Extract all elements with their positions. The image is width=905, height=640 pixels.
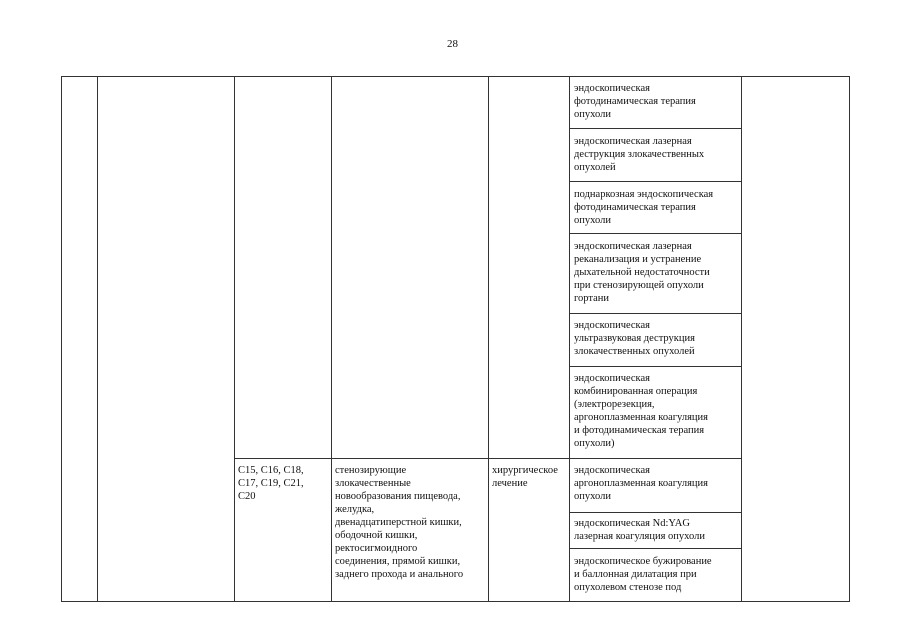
condition-description: стенозирующие злокачественные новообразования пищевода, желудка, двенадцатиперстной кишки, ободочной кишки, ректосигмоидного соединения, прямой кишки, заднего прохода и анального [335, 465, 464, 580]
method-cell: эндоскопическая лазерная реканализация и устранение дыхательной недостаточности при стенозирующей опухоли гортани [574, 241, 710, 304]
icd-codes: С15, С16, С18, С17, С19, С21, С20 [238, 465, 304, 502]
method-cell: эндоскопическая лазерная деструкция злокачественных опухолей [574, 136, 705, 173]
method-cell: эндоскопическая ультразвуковая деструкция злокачественных опухолей [574, 320, 695, 357]
method-cell: эндоскопическая аргоноплазменная коагуляция опухоли [574, 465, 708, 502]
method-cell: эндоскопическая комбинированная операция (электрорезекция, аргоноплазменная коагуляция и фотодинамическая терапия опухоли) [574, 373, 708, 449]
treatment-type: хирургическое лечение [492, 465, 558, 489]
method-cell: эндоскопическое бужирование и баллонная дилатация при опухолевом стенозе под [574, 556, 712, 593]
method-cell: эндоскопическая Nd:YAG лазерная коагуляция опухоли [574, 518, 705, 542]
method-cell: поднаркозная эндоскопическая фотодинамическая терапия опухоли [574, 189, 714, 226]
page-number: 28 [447, 38, 458, 50]
method-cell: эндоскопическая фотодинамическая терапия опухоли [574, 83, 696, 120]
